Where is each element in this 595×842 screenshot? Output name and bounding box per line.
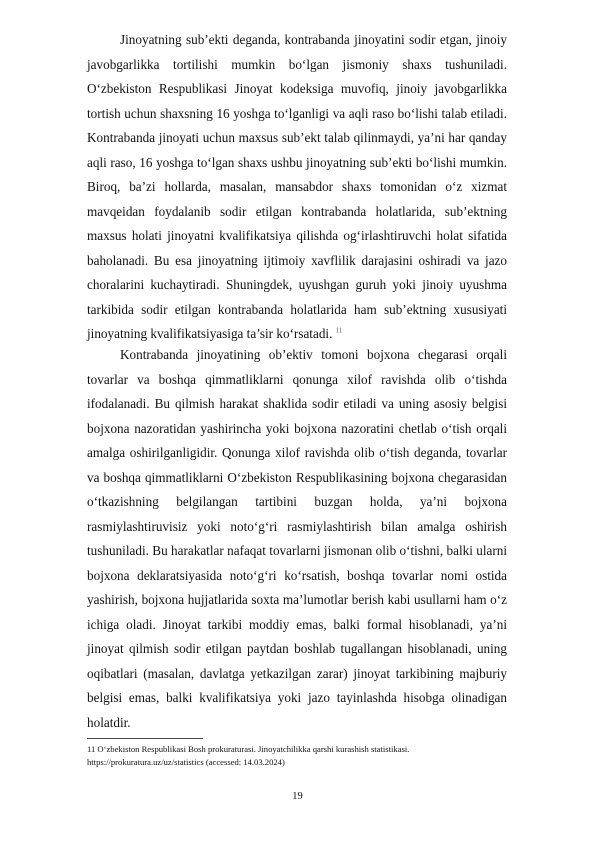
footnote [87,743,517,769]
paragraph-subject-of-crime [87,28,507,347]
paragraph-1-text: Jinoyatning sub’ekti deganda, kontrabanda jinoyatini sodir etgan, jinoiy javobgarlikka tortilishi mumkin bo‘lgan jismoniy shaxs tushuniladi. O‘zbekiston Respublikasi Jinoyat kodeksiga muvofiq, jinoiy javobgarlikka tortish uchun shaxsning 16 yoshga to‘lganligi va aqli raso bo‘lishi talab etiladi. Kontrabanda jinoyati uchun maxsus sub’ekt talab qilinmaydi, ya’ni har qanday aqli raso, 16 yoshga to‘lgan shaxs ushbu jinoyatning sub’ekti bo‘lishi mumkin. Biroq, ba’zi hollarda, masalan, mansabdor shaxs tomonidan o‘z xizmat mavqeidan foydalanib sodir etilgan kontrabanda holatlarida, sub’ektning maxsus holati jinoyatni kvalifikatsiya qilishda og‘irlashtiruvchi holat sifatida baholanadi. Bu esa jinoyatning ijtimoiy xavflilik darajasini oshiradi va jazo choralarini kuchaytiradi. Shuningdek, uyushgan guruh yoki jinoiy uyushma tarkibida sodir etilgan kontrabanda holatlarida ham sub’ektning xususiyati jinoyatning kvalifikatsiyasiga ta’sir ko‘rsatadi. [87,32,507,341]
footnote-divider [87,738,203,739]
paragraph-objective-side: Kontrabanda jinoyatining ob’ektiv tomoni bojxona chegarasi orqali tovarlar va boshqa qimmatliklarni qonunga xilof ravishda olib o‘tishda ifodalanadi. Bu qilmish harakat shaklida sodir etiladi va uning asosiy belgisi bojxona nazoratidan yashirincha yoki bojxona nazoratini chetlab o‘tish orqali amalga oshirilganligidir. Qonunga xilof ravishda olib o‘tish deganda, tovarlar va boshqa qimmatliklarni O‘zbekiston Respublikasining bojxona chegarasidan o‘tkazishning belgilangan tartibini buzgan holda, ya’ni bojxona rasmiylashtiruvisiz yoki noto‘g‘ri rasmiylashtirish bilan amalga oshirish tushuniladi. Bu harakatlar nafaqat tovarlarni jismonan olib o‘tishni, balki ularni bojxona deklaratsiyasida noto‘g‘ri ko‘rsatish, boshqa tovarlar nomi ostida yashirish, bojxona hujjatlarida soxta ma’lumotlar berish kabi usullarni ham o‘z ichiga oladi. Jinoyat tarkibi moddiy emas, balki formal hisoblanadi, ya’ni jinoyat qilmish sodir etilgan paytdan boshlab tugallangan hisoblanadi, uning oqibatlari (masalan, davlatga yetkazilgan zarar) jinoyat tarkibining majburiy belgisi emas, balki kvalifikatsiya yoki jazo tayinlashda hisobga olinadigan holatdir. [87,347,507,730]
footnote-link[interactable]: https://prokuratura.uz/uz/statistics (accessed: 14.03.2024) [87,757,285,767]
footnote-reference[interactable]: 11 [335,326,343,335]
page-number: 19 [292,791,303,802]
footnote-source: 11 O‘zbekiston Respublikasi Bosh prokuraturasi. Jinoyatchilikka qarshi kurashish statistikasi. [87,744,410,754]
